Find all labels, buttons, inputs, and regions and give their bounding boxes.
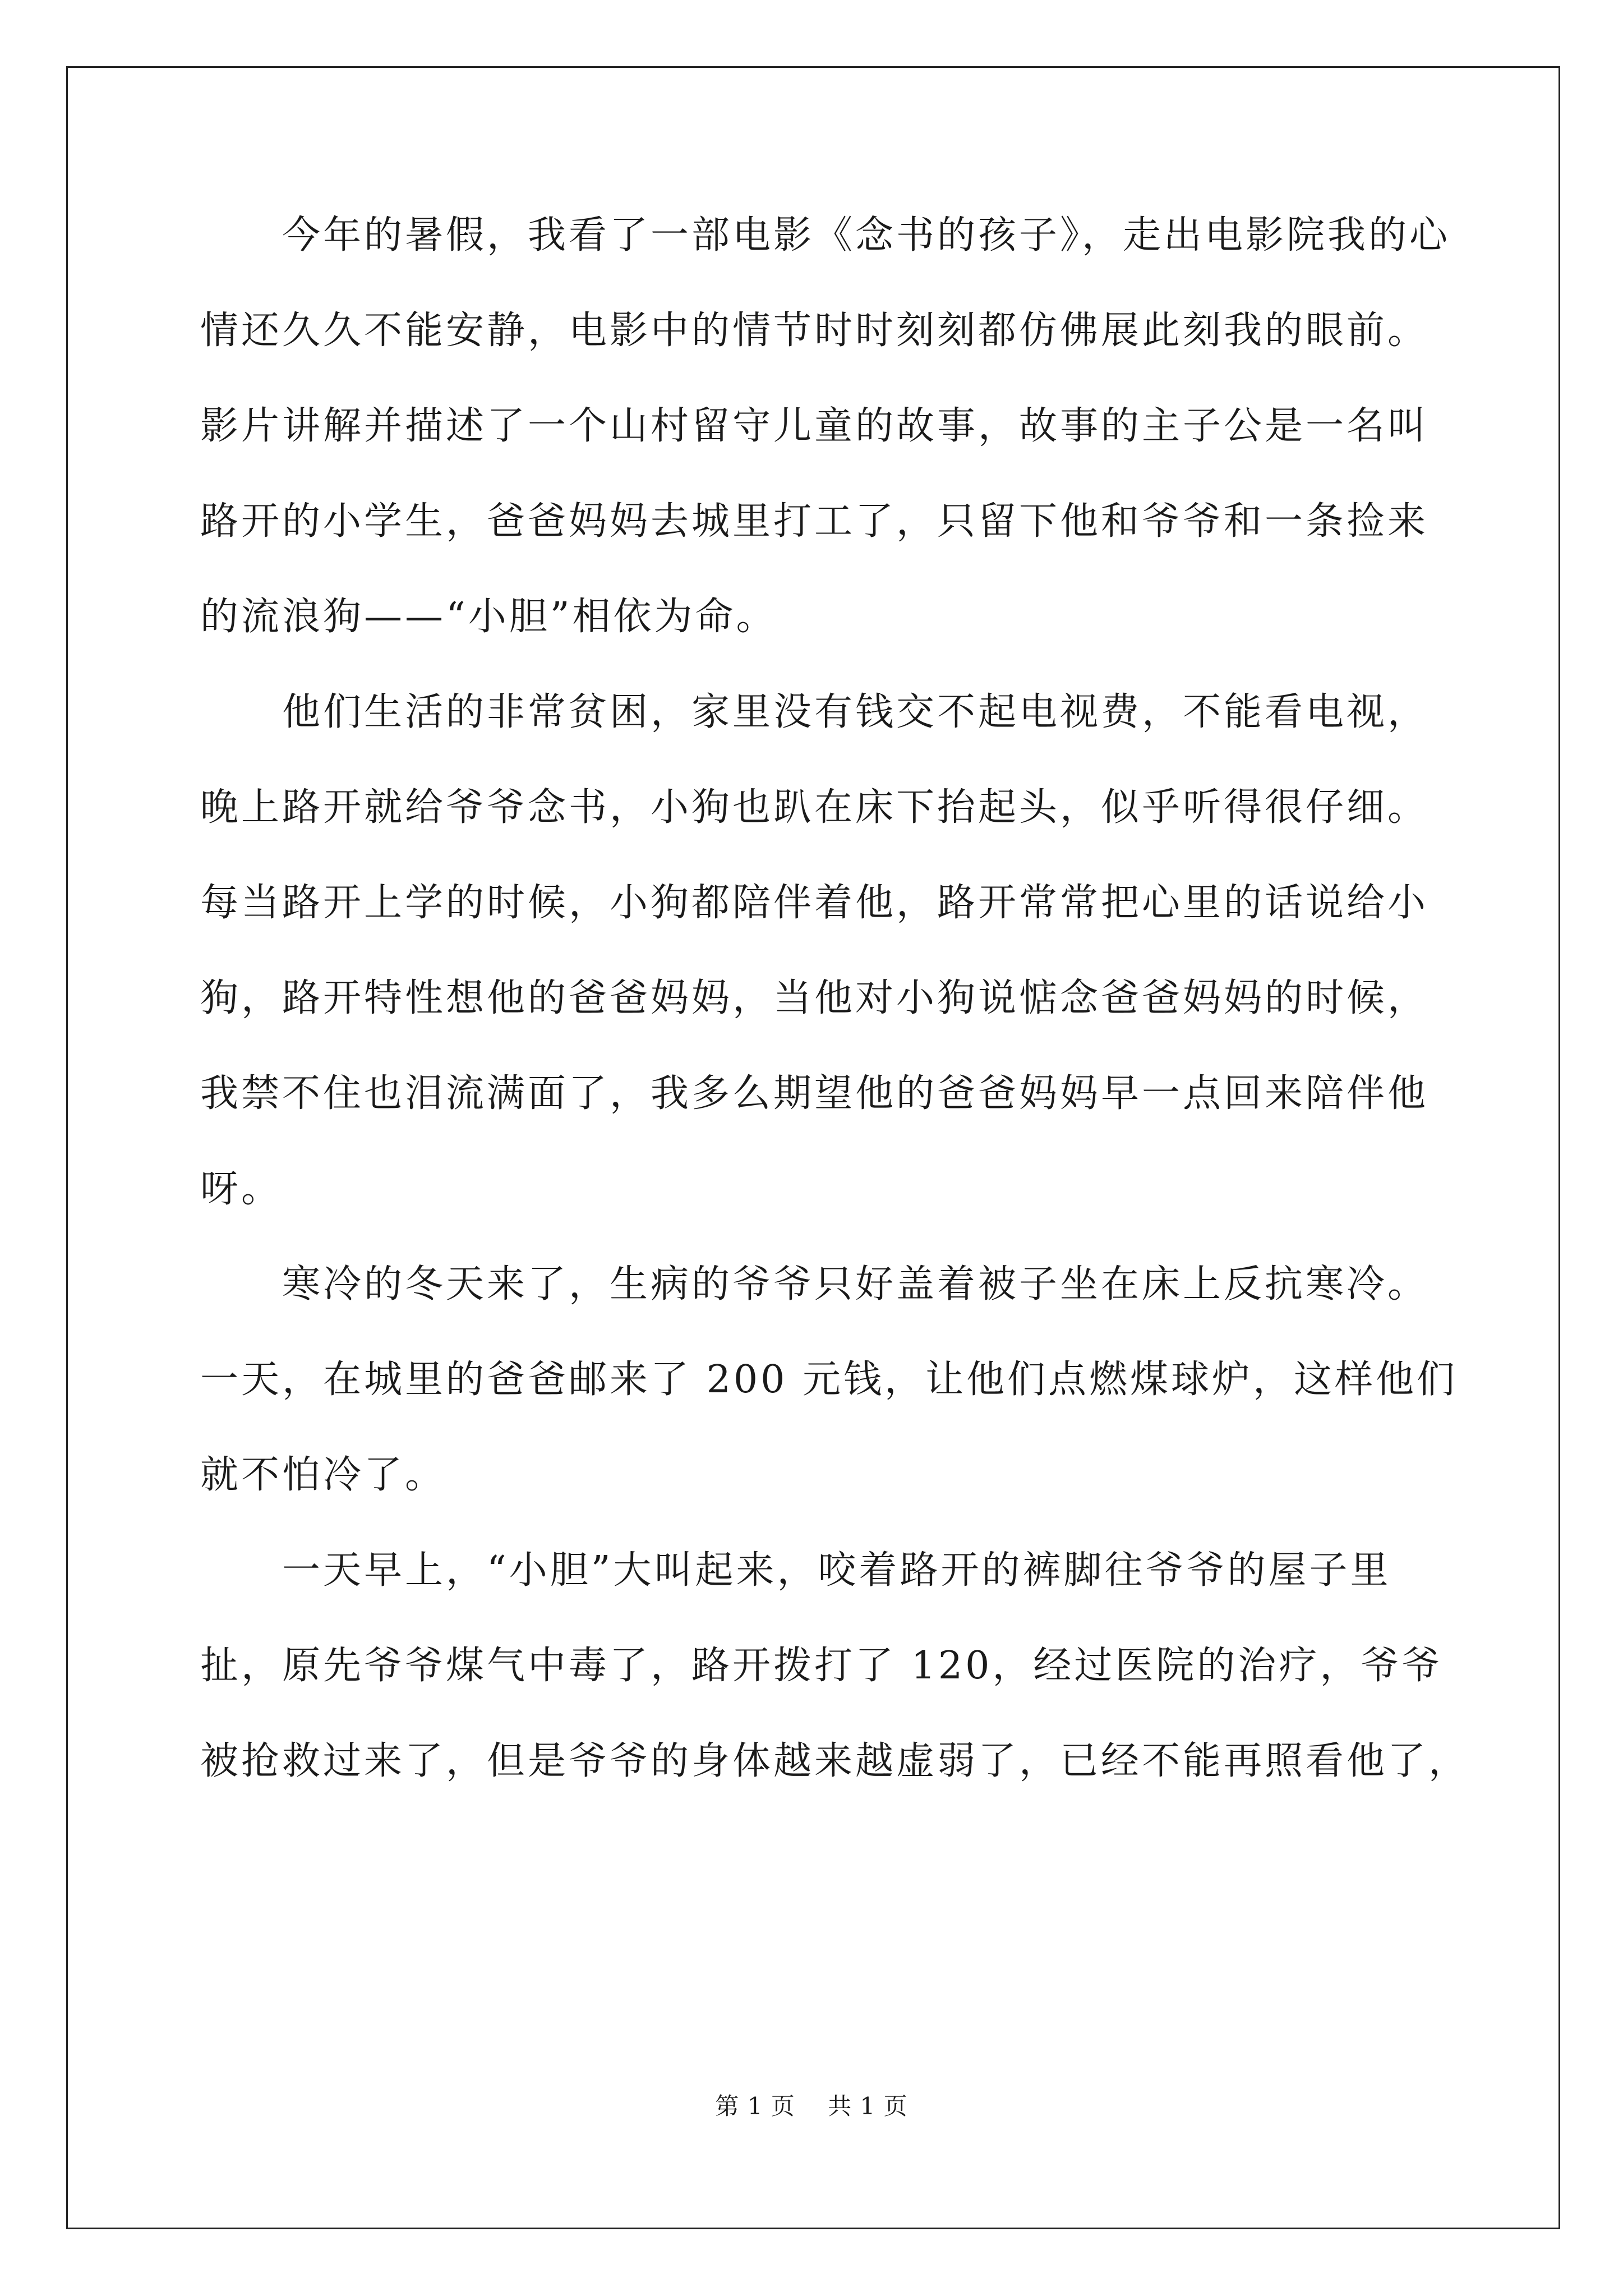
text-line: 一天早上，“小胆”大叫起来，咬着路开的裤脚往爷爷的屋子里: [200, 1548, 1391, 1593]
text-line: 每当路开上学的时候，小狗都陪伴着他，路开常常把心里的话说给小: [200, 881, 1429, 925]
page-number: 第 1 页: [715, 2092, 795, 2120]
text-line: 寒冷的冬天来了，生病的爷爷只好盖着被子坐在床上反抗寒冷。: [200, 1262, 1429, 1306]
text-line: 就不怕冷了。: [200, 1453, 446, 1497]
text-line: 他们生活的非常贫困，家里没有钱交不起电视费，不能看电视，: [200, 690, 1429, 734]
text-line: 一天，在城里的爸爸邮来了 200 元钱，让他们点燃煤球炉，这样他们: [200, 1358, 1458, 1402]
text-line: 今年的暑假，我看了一部电影《念书的孩子》，走出电影院我的心: [200, 213, 1451, 257]
page-total: 共 1 页: [828, 2092, 908, 2120]
text-line: 路开的小学生，爸爸妈妈去城里打工了，只留下他和爷爷和一条捡来: [200, 499, 1429, 544]
text-line: 呀。: [200, 1167, 283, 1211]
text-line: 我禁不住也泪流满面了，我多么期望他的爸爸妈妈早一点回来陪伴他: [200, 1071, 1429, 1116]
text-line: 被抢救过来了，但是爷爷的身体越来越虚弱了，已经不能再照看他了，: [200, 1739, 1470, 1783]
text-line: 的流浪狗——“小胆”相依为命。: [200, 595, 777, 639]
page-footer: [0, 2092, 1623, 2120]
page-border: [66, 66, 1560, 2229]
text-line: 扯，原先爷爷煤气中毒了，路开拨打了 120，经过医院的治疗，爷爷: [200, 1644, 1443, 1688]
text-line: 晚上路开就给爷爷念书，小狗也趴在床下抬起头，似乎听得很仔细。: [200, 785, 1429, 830]
text-line: 狗，路开特性想他的爸爸妈妈，当他对小狗说惦念爸爸妈妈的时候，: [200, 976, 1429, 1020]
text-line: 情还久久不能安静，电影中的情节时时刻刻都仿佛展此刻我的眼前。: [200, 309, 1429, 353]
text-line: 影片讲解并描述了一个山村留守儿童的故事，故事的主子公是一名叫: [200, 404, 1429, 448]
